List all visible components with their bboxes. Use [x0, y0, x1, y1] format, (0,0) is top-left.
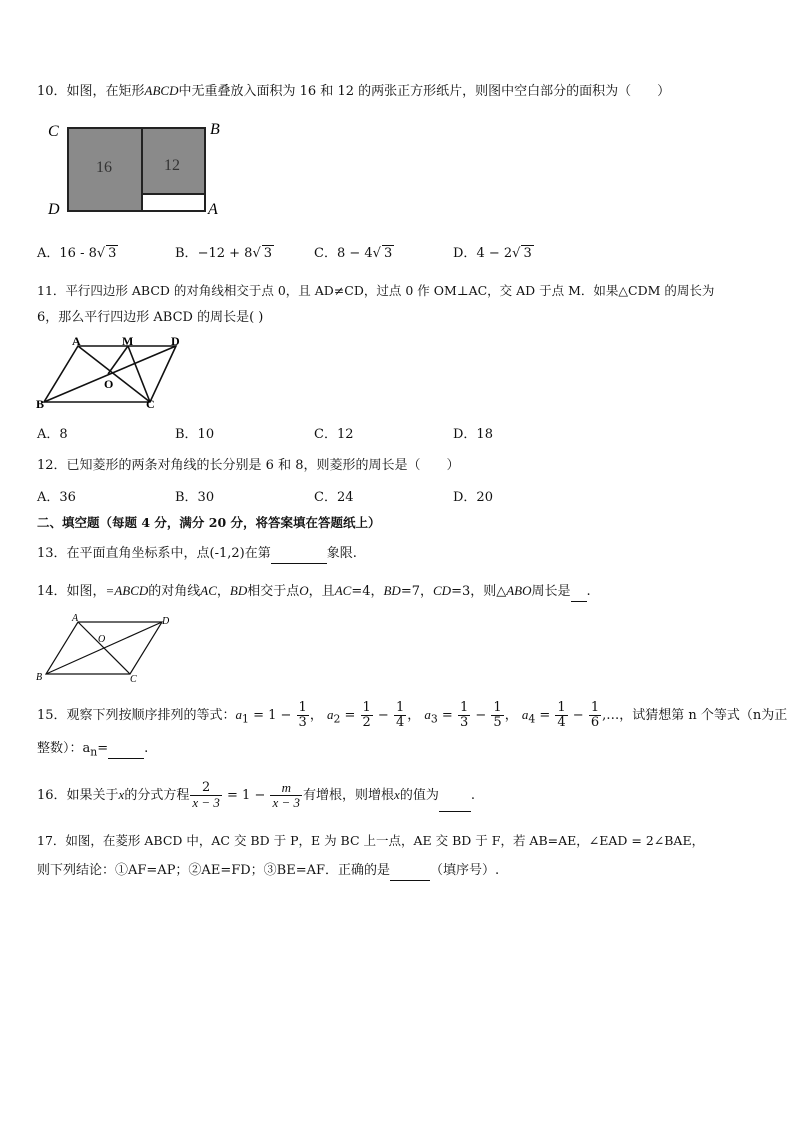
- label-b: B: [210, 121, 220, 138]
- q14-answer-blank[interactable]: [571, 583, 587, 602]
- q15-stem-line2: 整数）：$a_n=$ .: [37, 741, 149, 759]
- q17-stem-line1: 17．如图，在菱形 ABCD 中，AC 交 BD 于 P，E 为 BC 上一点，AE 交 BD 于 F，若 AB=AE，∠EAD = 2∠BAE，: [37, 833, 705, 848]
- q12-option-d[interactable]: D．20: [453, 490, 493, 505]
- q11-option-c[interactable]: C．12: [314, 427, 354, 442]
- q14-figure: [36, 612, 176, 685]
- label-d: D: [171, 334, 180, 348]
- q14-stem: 14．如图，=ABCD的对角线AC，BD相交于点O，且AC=4，BD=7，CD=3，则△ABO周长是 .: [37, 582, 591, 602]
- label-c: C: [48, 123, 59, 140]
- q16-stem: 16．如果关于x的分式方程 $\frac{2}{x - 3}$ = 1 − $\frac{m}{x - 3}$ 有增根，则增根x的值为 .: [37, 780, 475, 810]
- label-m: M: [122, 334, 134, 348]
- q11-figure: [36, 336, 196, 411]
- label-c: C: [130, 674, 137, 685]
- q10-stem: 10．如图，在矩形ABCD中无重叠放入面积为 16 和 12 的两张正方形纸片，则图中空白部分的面积为（ ）: [37, 83, 671, 99]
- label-a: A: [72, 334, 81, 348]
- q11-option-a[interactable]: A．8: [37, 427, 68, 442]
- label-b: B: [36, 397, 45, 411]
- q11-option-d[interactable]: D．18: [453, 427, 493, 442]
- label-a: A: [72, 613, 79, 624]
- q11-option-b[interactable]: B．10: [175, 427, 215, 442]
- label-b: B: [36, 672, 43, 683]
- label-o: O: [104, 377, 114, 391]
- q13-stem: 13．在平面直角坐标系中，点(-1,2)在第 象限.: [37, 545, 357, 564]
- label-a: A: [208, 201, 218, 218]
- label-16: 16: [96, 159, 112, 176]
- q10-option-b[interactable]: B．−12 + 8√ 3: [175, 246, 273, 261]
- q16-answer-blank[interactable]: [439, 781, 471, 812]
- q12-stem: 12．已知菱形的两条对角线的长分别是 6 和 8，则菱形的周长是（ ）: [37, 458, 460, 473]
- q10-option-d[interactable]: D．4 − 2√ 3: [453, 246, 532, 261]
- label-c: C: [146, 397, 155, 411]
- q17-answer-blank[interactable]: [390, 862, 430, 881]
- label-o: O: [98, 634, 106, 645]
- label-d: D: [48, 201, 60, 218]
- label-12: 12: [164, 157, 180, 174]
- section-fill-in-heading: 二、填空题（每题 4 分，满分 20 分，将答案填在答题纸上）: [37, 515, 381, 530]
- q12-option-c[interactable]: C．24: [314, 490, 354, 505]
- q10-option-a[interactable]: A．16 - 8√ 3: [37, 246, 117, 261]
- q12-option-b[interactable]: B．30: [175, 490, 215, 505]
- q17-stem-line2: 则下列结论：①AF=AP；②AE=FD；③BE=AF．正确的是 （填序号）.: [37, 862, 499, 881]
- q15-answer-blank[interactable]: [108, 740, 144, 759]
- q12-option-a[interactable]: A．36: [37, 490, 76, 505]
- q11-stem-line2: 6，那么平行四边形 ABCD 的周长是( ): [37, 310, 264, 325]
- label-d: D: [162, 616, 170, 627]
- q15-stem: 15．观察下列按顺序排列的等式：$a_1 = 1$ − $\frac{1}{3}$ ， $a_2$ = $\frac{1}{2}$ − $\frac{1}{4}$ ， $a_3$ = $\frac{1}{3}$ − $\frac{1}{5}$ ， $a_4$ = $\frac{1}{4}$ − $\frac{1}{6}$ ,…，试猜想第 n 个等式（n为正: [37, 700, 788, 730]
- q10-option-c[interactable]: C．8 − 4√ 3: [314, 246, 393, 261]
- q13-answer-blank[interactable]: [271, 545, 327, 564]
- q11-stem-line1: 11．平行四边形 ABCD 的对角线相交于点 0，且 AD≠CD，过点 0 作 OM⊥AC，交 AD 于点 M．如果△CDM 的周长为: [37, 283, 715, 298]
- q10-figure: [40, 118, 240, 218]
